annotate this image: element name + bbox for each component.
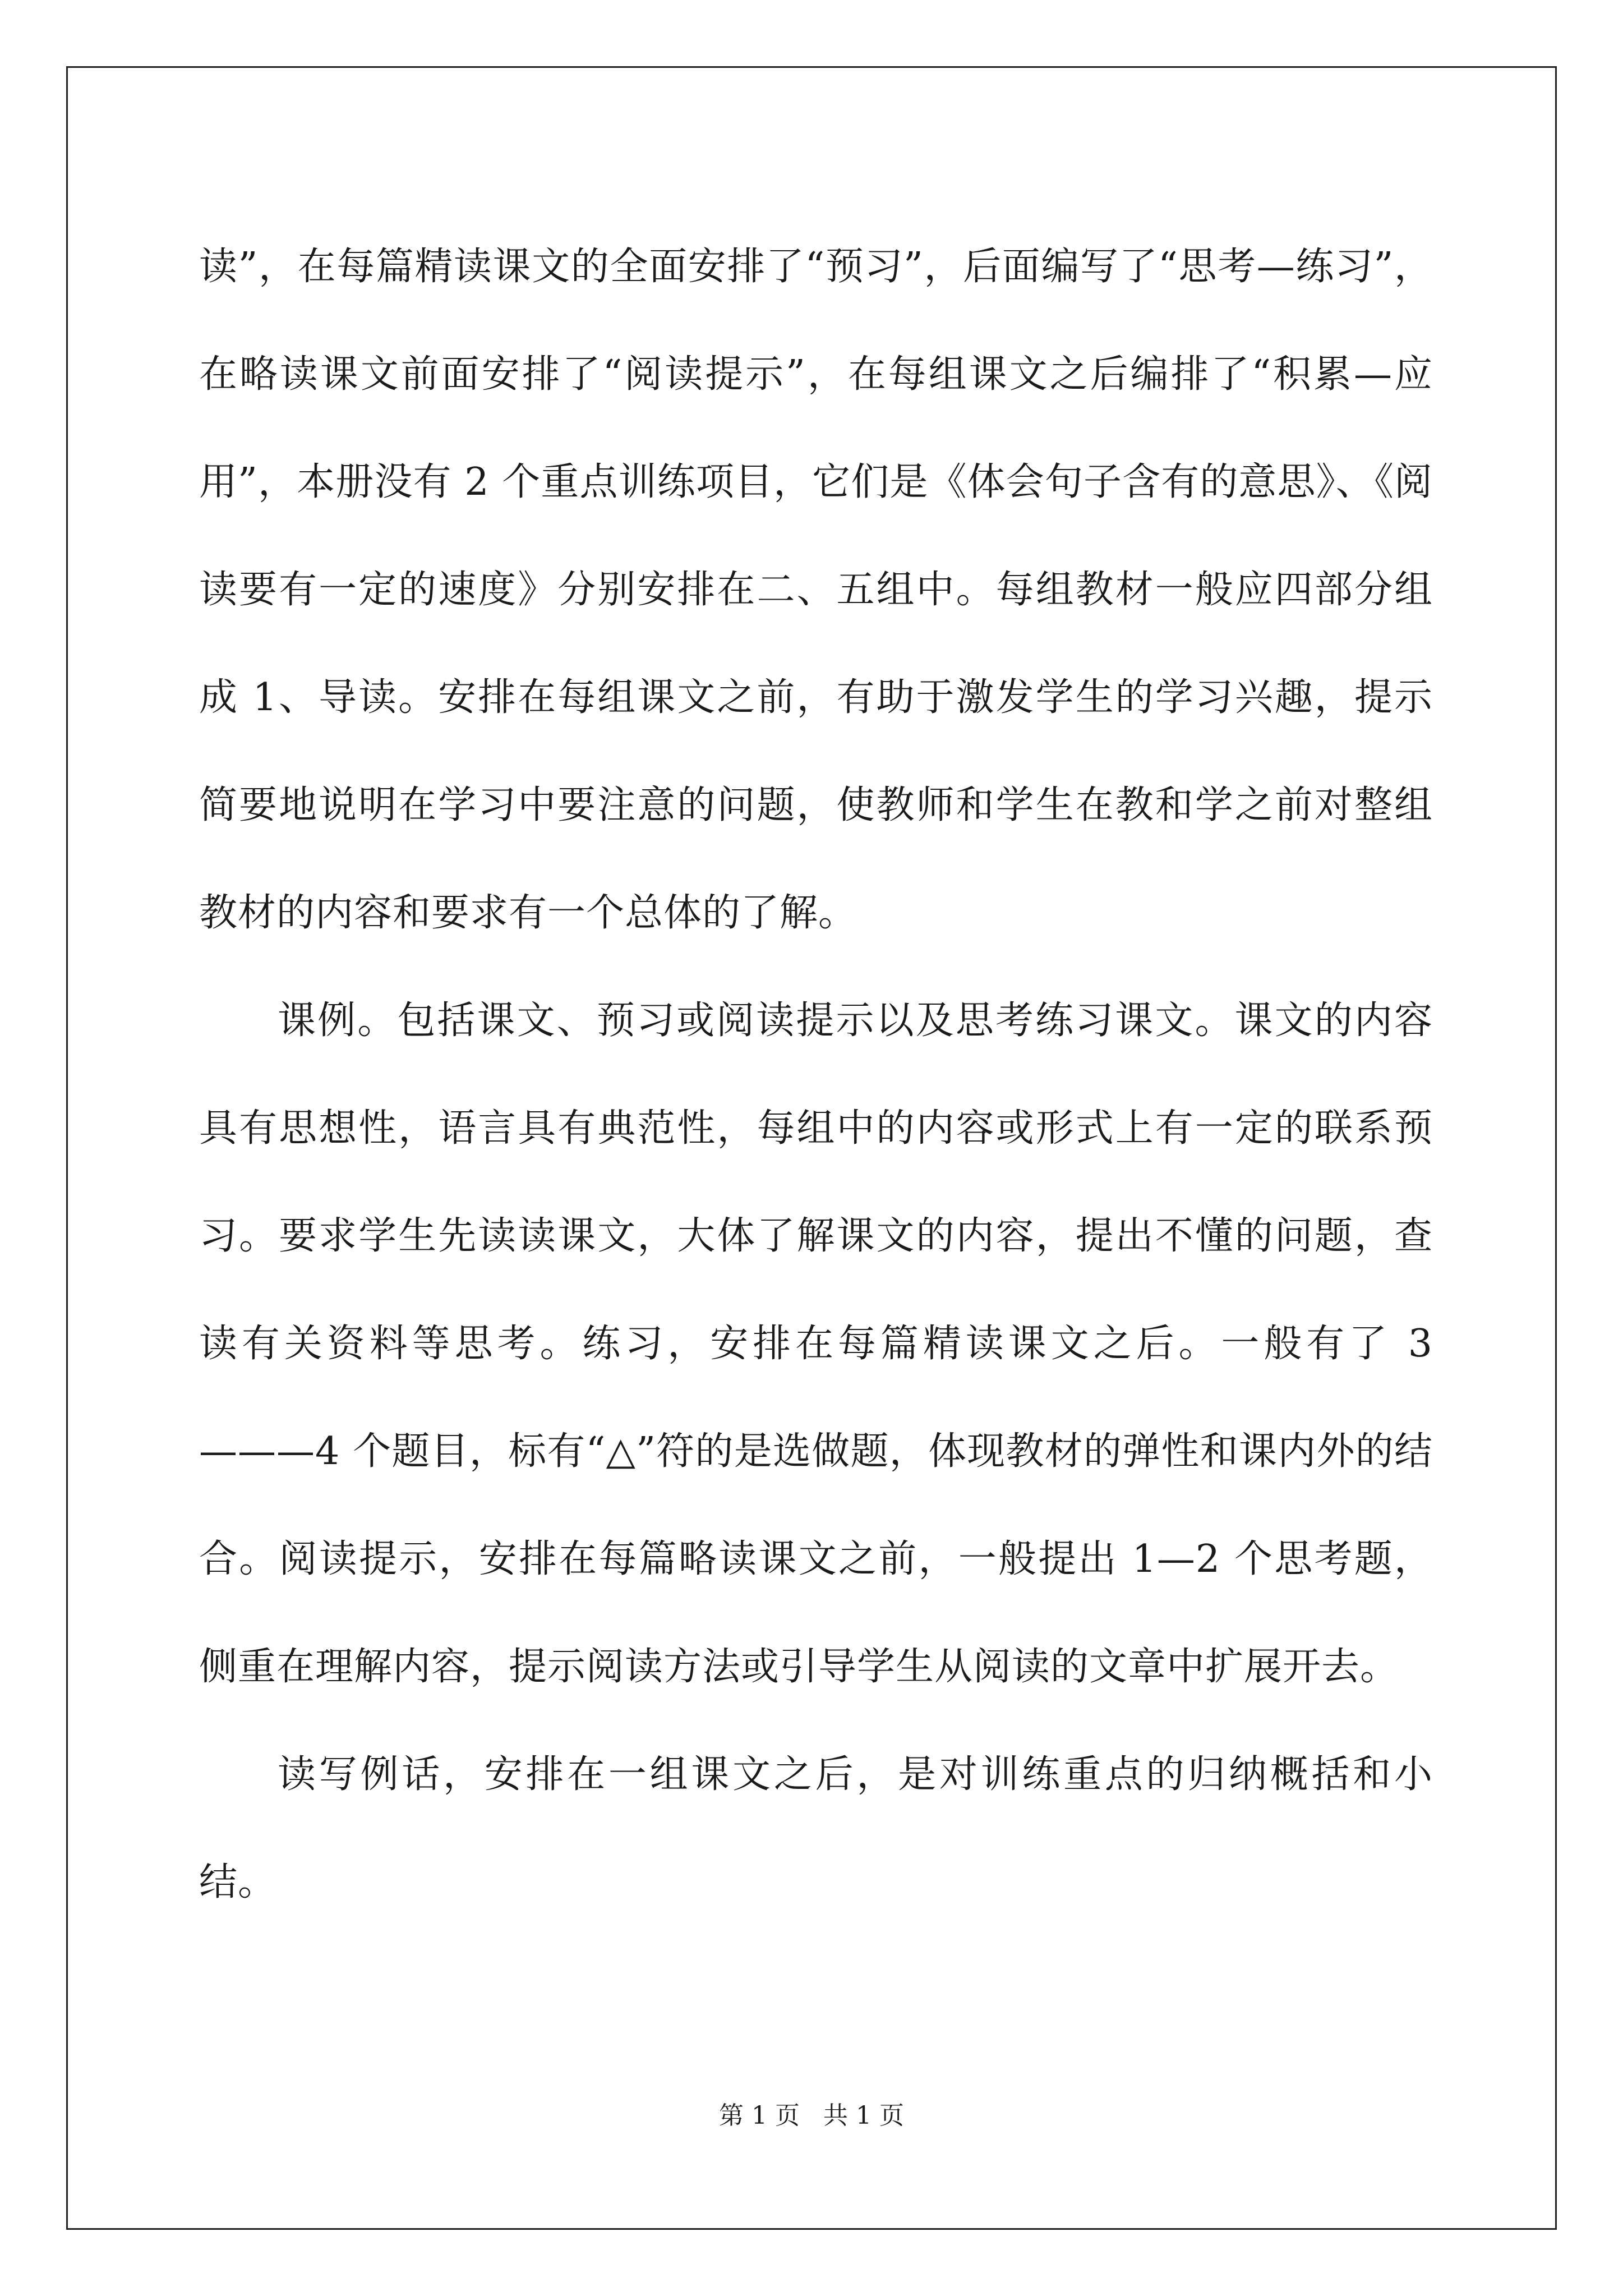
paragraph-2: 课例。包括课文、预习或阅读提示以及思考练习课文。课文的内容具有思想性，语言具有典范性，每组中的内容或形式上有一定的联系预习。要求学生先读读课文，大体了解课文的内容，提出不懂的问题，查读有关资料等思考。练习，安排在每篇精读课文之后。一般有了 3———4 个题目，标有“△”符的是选做题，体现教材的弹性和课内外的结合。阅读提示，安排在每篇略读课文之前，一般提出 1—2 个思考题，侧重在理解内容，提示阅读方法或引导学生从阅读的文章中扩展开去。 [199,999,1433,1689]
paragraph-3: 读写例话，安排在一组课文之后，是对训练重点的归纳概括和小结。 [199,1752,1433,1904]
page-footer: 第 1 页 共 1 页 [719,2101,904,2130]
paragraph-1: 读”，在每篇精读课文的全面安排了“预习”，后面编写了“思考—练习”，在略读课文前面安排了“阅读提示”，在每组课文之后编排了“积累—应用”，本册没有 2 个重点训练项目，它们是《体会句子含有的意思》、《阅读要有一定的速度》分别安排在二、五组中。每组教材一般应四部分组成 1、导读。安排在每组课文之前，有助于激发学生的学习兴趣，提示简要地说明在学习中要注意的问题，使教师和学生在教和学之前对整组教材的内容和要求有一个总体的了解。 [199,245,1433,935]
document-body [199,213,1433,1936]
